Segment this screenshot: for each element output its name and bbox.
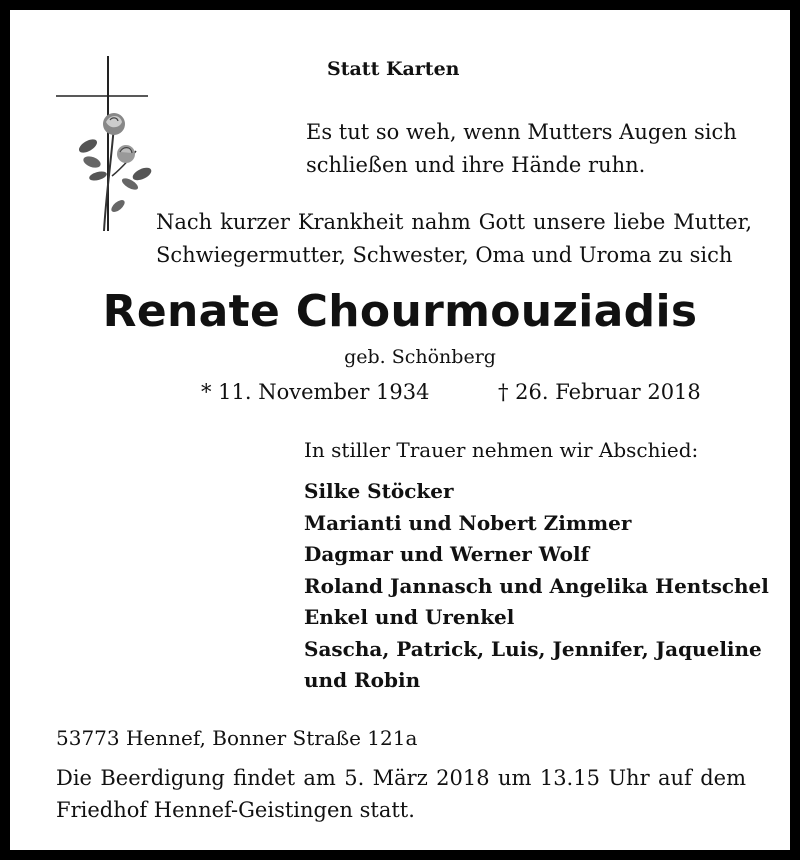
mourner-item: Silke Stöcker bbox=[304, 479, 454, 503]
mourner-item: Roland Jannasch und Angelika Hentschel bbox=[304, 573, 769, 598]
address: 53773 Hennef, Bonner Straße 121a bbox=[56, 726, 418, 750]
mourner-item: Marianti und Nobert Zimmer bbox=[304, 510, 632, 535]
mourning-intro: In stiller Trauer nehmen wir Abschied: bbox=[304, 438, 699, 462]
quote-line: Es tut so weh, wenn Mutters Augen sich bbox=[306, 120, 737, 144]
intro-text bbox=[156, 206, 752, 272]
mourner-item: Dagmar und Werner Wolf bbox=[304, 542, 590, 566]
intro-line: Schwiegermutter, Schwester, Oma und Uroma zu sich bbox=[156, 243, 733, 267]
mourner-item: und Robin bbox=[304, 668, 421, 692]
cross-with-rose-icon bbox=[54, 56, 164, 246]
birth-date: * 11. November 1934 bbox=[201, 380, 430, 404]
funeral-line: Friedhof Hennef-Geistingen statt. bbox=[56, 798, 415, 822]
funeral-info bbox=[56, 762, 746, 826]
funeral-line: Die Beerdigung findet am 5. März 2018 um 13.15 Uhr auf dem bbox=[56, 766, 746, 790]
quote bbox=[306, 116, 737, 182]
maiden-name: geb. Schönberg bbox=[344, 346, 496, 368]
mourners-list bbox=[304, 476, 769, 697]
mourner-item: Enkel und Urenkel bbox=[304, 605, 515, 629]
mourner-item: Sascha, Patrick, Luis, Jennifer, Jaqueline bbox=[304, 636, 762, 661]
header-statt-karten: Statt Karten bbox=[327, 58, 460, 80]
quote-line: schließen und ihre Hände ruhn. bbox=[306, 153, 646, 177]
death-date: † 26. Februar 2018 bbox=[498, 380, 701, 404]
intro-line: Nach kurzer Krankheit nahm Gott unsere liebe Mutter, bbox=[156, 210, 752, 234]
deceased-name: Renate Chourmouziadis bbox=[102, 286, 698, 337]
